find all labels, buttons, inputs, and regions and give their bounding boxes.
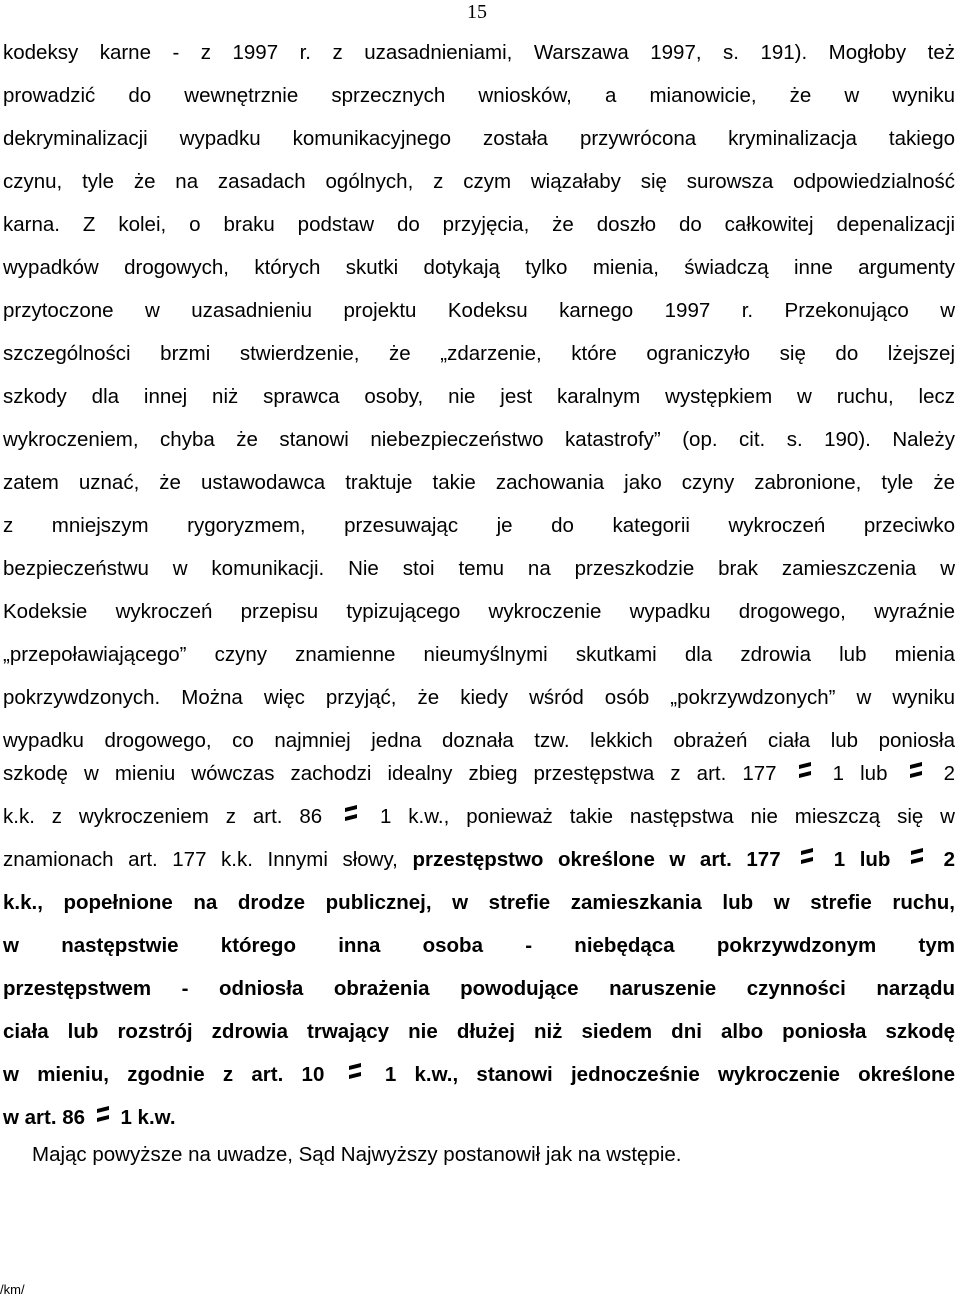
section-sign-icon	[909, 848, 925, 870]
section-sign-icon	[95, 1106, 111, 1128]
section-sign-icon	[347, 1063, 363, 1085]
bold-text-run: w mieniu, zgodnie z art. 10	[3, 1063, 325, 1086]
bold-paragraph-line: w następstwie którego inna osoba - niebędąca pokrzywdzonym tym	[3, 934, 955, 957]
text-run: 1 lub	[832, 762, 888, 785]
paragraph-line: szkody dla innej niż sprawca osoby, nie jest karalnym występkiem w ruchu, lecz	[3, 385, 955, 408]
closing-sentence: Mając powyższe na uwadze, Sąd Najwyższy postanowił jak na wstępie.	[32, 1143, 682, 1166]
paragraph-line: wypadków drogowych, których skutki dotykają tylko mienia, świadczą inne argumenty	[3, 256, 955, 279]
paragraph-line	[3, 795, 955, 838]
text-run: 1 k.w., ponieważ takie następstwa nie mieszczą się w	[379, 805, 955, 828]
paragraph-line	[3, 838, 955, 881]
paragraph-line: karna. Z kolei, o braku podstaw do przyjęcia, że doszło do całkowitej depenalizacji	[3, 213, 955, 236]
paragraph-line: dekryminalizacji wypadku komunikacyjnego została przywrócona kryminalizacja takiego	[3, 127, 955, 150]
section-sign-icon	[799, 848, 815, 870]
paragraph-line: zatem uznać, że ustawodawca traktuje takie zachowania jako czyny zabronione, tyle że	[3, 471, 955, 494]
text-run: znamionach art. 177 k.k. Innymi słowy,	[3, 848, 398, 871]
paragraph-line: przytoczone w uzasadnieniu projektu Kodeksu karnego 1997 r. Przekonująco w	[3, 299, 955, 322]
bold-paragraph-line: k.k., popełnione na drodze publicznej, w strefie zamieszkania lub w strefie ruchu,	[3, 891, 955, 914]
paragraph-line: wykroczeniem, chyba że stanowi niebezpieczeństwo katastrofy” (op. cit. s. 190). Należy	[3, 428, 955, 451]
text-run: k.k. z wykroczeniem z art. 86	[3, 805, 323, 828]
paragraph-line: pokrzywdzonych. Można więc przyjąć, że kiedy wśród osób „pokrzywdzonych” w wyniku	[3, 686, 955, 709]
section-sign-icon	[908, 762, 924, 784]
paragraph-line: bezpieczeństwu w komunikacji. Nie stoi temu na przeszkodzie brak zamieszczenia w	[3, 557, 955, 580]
section-sign-icon	[343, 805, 359, 827]
bold-paragraph-line: przestępstwem - odniosła obrażenia powodujące naruszenie czynności narządu	[3, 977, 955, 1000]
bold-text-run: przestępstwo określone w art. 177	[412, 848, 781, 871]
text-run: szkodę w mieniu wówczas zachodzi idealny zbieg przestępstwa z art. 177	[3, 762, 777, 785]
bold-text-run: 1 lub	[833, 848, 891, 871]
section-sign-icon	[797, 762, 813, 784]
paragraph-line: z mniejszym rygoryzmem, przesuwając je do kategorii wykroczeń przeciwko	[3, 514, 955, 537]
bold-text-run: 1 k.w., stanowi jednocześnie wykroczenie określone	[384, 1063, 955, 1086]
bold-paragraph-line: ciała lub rozstrój zdrowia trwający nie dłużej niż siedem dni albo poniosła szkodę	[3, 1020, 955, 1043]
paragraph-line: prowadzić do wewnętrznie sprzecznych wniosków, a mianowicie, że w wyniku	[3, 84, 955, 107]
page-number: 15	[467, 1, 487, 23]
paragraph-line	[3, 752, 955, 795]
paragraph-line: Kodeksie wykroczeń przepisu typizującego wykroczenie wypadku drogowego, wyraźnie	[3, 600, 955, 623]
paragraph-line: czynu, tyle że na zasadach ogólnych, z czym wiązałaby się surowsza odpowiedzialność	[3, 170, 955, 193]
bold-text-run: w art. 86	[3, 1106, 86, 1129]
paragraph-line: „przepoławiającego” czyny znamienne nieumyślnymi skutkami dla zdrowia lub mienia	[3, 643, 955, 666]
text-run: 2	[943, 762, 956, 785]
paragraph-line: szczególności brzmi stwierdzenie, że „zdarzenie, które ograniczyło się do lżejszej	[3, 342, 955, 365]
footer-initials: /km/	[0, 1282, 25, 1297]
bold-text-run: 1 k.w.	[120, 1106, 176, 1129]
paragraph-line: kodeksy karne - z 1997 r. z uzasadnieniami, Warszawa 1997, s. 191). Mogłoby też	[3, 41, 955, 64]
bold-text-run: 2	[943, 848, 955, 871]
bold-paragraph-line	[3, 1053, 955, 1096]
paragraph-line: wypadku drogowego, co najmniej jedna doznała tzw. lekkich obrażeń ciała lub poniosła	[3, 729, 955, 752]
